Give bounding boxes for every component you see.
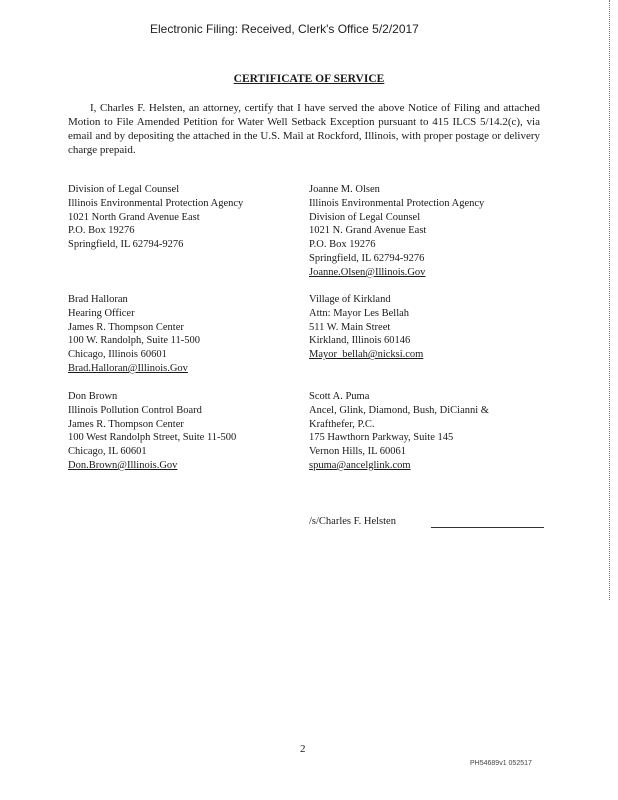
address-line: Chicago, IL 60601 bbox=[68, 446, 147, 458]
email-link[interactable]: Brad.Halloran@Illinois.Gov bbox=[68, 362, 188, 374]
address-line: P.O. Box 19276 bbox=[309, 239, 376, 251]
address-line: Don Brown bbox=[68, 391, 118, 402]
signature: /s/Charles F. Helsten bbox=[309, 516, 396, 527]
address-line: Joanne M. Olsen bbox=[309, 184, 380, 195]
certificate-title: CERTIFICATE OF SERVICE bbox=[233, 73, 385, 85]
document-id: PH54689v1 052517 bbox=[470, 760, 532, 767]
address-line: Division of Legal Counsel bbox=[68, 184, 180, 195]
address-line: Ancel, Glink, Diamond, Bush, DiCianni & bbox=[309, 404, 489, 416]
address-line: Springfield, IL 62794-9276 bbox=[309, 252, 425, 264]
address-line: 511 W. Main Street bbox=[309, 321, 391, 333]
page-number: 2 bbox=[300, 743, 306, 755]
address-block-brown bbox=[68, 390, 308, 473]
address-line: Attn: Mayor Les Bellah bbox=[309, 307, 410, 319]
address-line: Krafthefer, P.C. bbox=[309, 418, 375, 430]
address-line: P.O. Box 19276 bbox=[68, 225, 135, 237]
page-edge-line bbox=[609, 0, 610, 600]
address-block-halloran bbox=[68, 293, 308, 376]
address-line: 100 W. Randolph, Suite 11-500 bbox=[68, 335, 201, 347]
address-line: Scott A. Puma bbox=[309, 391, 370, 402]
address-line: Brad Halloran bbox=[68, 294, 128, 305]
address-line: Illinois Environmental Protection Agency bbox=[309, 197, 485, 209]
signature-line bbox=[431, 527, 544, 528]
email-link[interactable]: Don.Brown@Illinois.Gov bbox=[68, 459, 178, 471]
address-line: James R. Thompson Center bbox=[68, 321, 184, 333]
certification-text: I, Charles F. Helsten, an attorney, certify that I have served the above Notice of Filing and attached Motion to File Amended Petition for Water Well Setback Exception pursuant to 415 ILCS 5/14.2(c), via email and by depositing the attached in the U.S. Mail at Rockford, Illinois, with proper postage or delivery charge prepaid. bbox=[68, 102, 540, 156]
certification-paragraph bbox=[68, 101, 540, 157]
address-line: James R. Thompson Center bbox=[68, 418, 184, 430]
email-link[interactable]: Joanne.Olsen@Illinois.Gov bbox=[309, 266, 426, 278]
address-line: Springfield, IL 62794-9276 bbox=[68, 239, 184, 251]
email-link[interactable]: Mayor_bellah@nicksi.com bbox=[309, 349, 424, 361]
address-block-kirkland bbox=[309, 293, 549, 362]
address-line: 1021 N. Grand Avenue East bbox=[309, 225, 427, 237]
address-line: Chicago, Illinois 60601 bbox=[68, 349, 167, 361]
address-line: 175 Hawthorn Parkway, Suite 145 bbox=[309, 432, 454, 444]
address-line: Village of Kirkland bbox=[309, 294, 391, 305]
address-line: 100 West Randolph Street, Suite 11-500 bbox=[68, 432, 237, 444]
email-link[interactable]: spuma@ancelglink.com bbox=[309, 459, 411, 471]
address-line: Illinois Pollution Control Board bbox=[68, 404, 202, 416]
address-line: Division of Legal Counsel bbox=[309, 211, 421, 223]
address-block-legal-counsel bbox=[68, 183, 308, 252]
address-line: Hearing Officer bbox=[68, 307, 135, 319]
address-line: Illinois Environmental Protection Agency bbox=[68, 197, 244, 209]
address-line: 1021 North Grand Avenue East bbox=[68, 211, 200, 223]
address-block-olsen bbox=[309, 183, 549, 280]
address-line: Kirkland, Illinois 60146 bbox=[309, 335, 411, 347]
address-line: Vernon Hills, IL 60061 bbox=[309, 446, 407, 458]
filing-header: Electronic Filing: Received, Clerk's Office 5/2/2017 bbox=[150, 22, 419, 36]
address-block-puma bbox=[309, 390, 549, 473]
